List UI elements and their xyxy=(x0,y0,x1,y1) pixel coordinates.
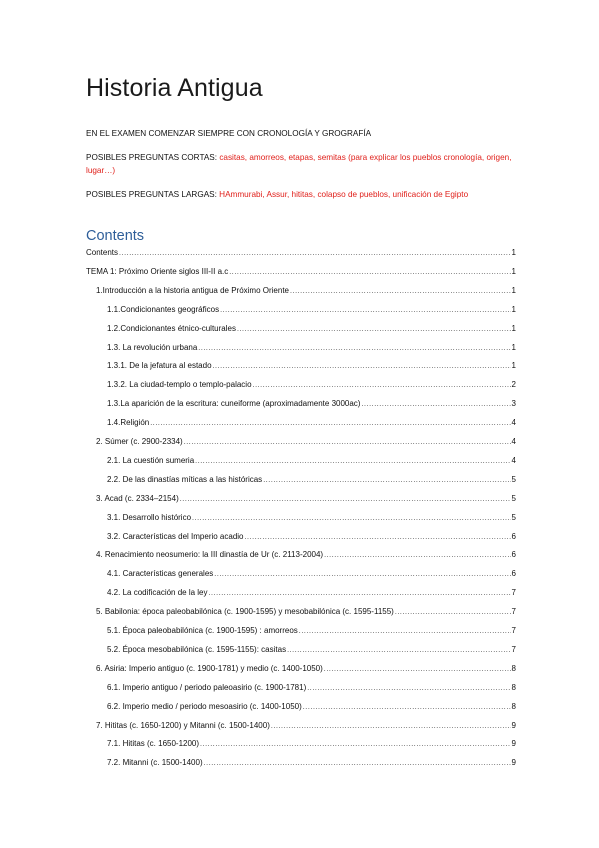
toc-entry-page: 5 xyxy=(511,474,516,484)
toc-entry[interactable] xyxy=(96,437,516,449)
exam-note xyxy=(86,128,516,141)
toc-entry-title: 2.1. La cuestión sumeria xyxy=(107,455,195,465)
toc-entry[interactable] xyxy=(107,702,516,714)
toc-entry-title: 6.2. Imperio medio / periodo mesoasirio (c. 1400-1050) xyxy=(107,701,302,711)
toc-entry-title: 7. Hititas (c. 1650-1200) y Mitanni (c. 1500-1400) xyxy=(96,720,270,730)
exam-note-text: EN EL EXAMEN COMENZAR SIEMPRE CON CRONOLOGÍA Y GROGRAFÍA xyxy=(86,129,372,138)
toc-entry-title: 3.2. Características del Imperio acadio xyxy=(107,531,244,541)
toc-dot-leader xyxy=(245,534,511,541)
toc-entry-title: 1.2.Condicionantes étnico-culturales xyxy=(107,323,236,333)
toc-entry-title: 2. Súmer (c. 2900-2334) xyxy=(96,437,183,446)
toc-entry-page: 5 xyxy=(511,493,516,503)
toc-entry[interactable] xyxy=(86,267,516,279)
toc-entry[interactable] xyxy=(96,607,516,619)
toc-entry-title: 1.3. La revolución urbana xyxy=(107,342,198,352)
long-questions-topics: HAmmurabi, Assur, hititas, colapso de pueblos, unificación de Egipto xyxy=(219,190,469,199)
page-title: Historia Antigua xyxy=(86,74,263,102)
toc-entry-page: 7 xyxy=(511,644,516,654)
toc-entry-page: 1 xyxy=(511,323,516,333)
toc-entry-page: 8 xyxy=(511,682,516,692)
toc-dot-leader xyxy=(150,420,510,427)
toc-entry-page: 1 xyxy=(511,304,516,314)
long-questions-label: POSIBLES PREGUNTAS LARGAS: xyxy=(86,190,217,199)
toc-entry-title: 7.2. Mitanni (c. 1500-1400) xyxy=(107,758,203,768)
toc-entry-page: 4 xyxy=(511,418,516,428)
toc-entry-title: 4.1. Características generales xyxy=(107,569,214,579)
long-questions xyxy=(86,189,516,202)
toc-entry-page: 4 xyxy=(511,437,516,446)
toc-dot-leader xyxy=(200,741,511,748)
toc-dot-leader xyxy=(204,760,511,767)
toc-dot-leader xyxy=(195,458,510,465)
toc-entry[interactable] xyxy=(96,721,516,733)
toc-entry-page: 6 xyxy=(511,531,516,541)
toc-dot-leader xyxy=(307,685,510,692)
toc-dot-leader xyxy=(229,269,510,276)
toc-entry-title: 4.2. La codificación de la ley xyxy=(107,588,208,598)
toc-dot-leader xyxy=(263,477,510,484)
short-questions-topics: casitas, amorreos, etapas, semitas (para explicar los pueblos cronología, origen, lugar…) xyxy=(86,153,512,175)
toc-dot-leader xyxy=(184,439,511,446)
toc-dot-leader xyxy=(214,571,510,578)
toc-entry[interactable] xyxy=(107,758,516,770)
toc-entry[interactable] xyxy=(107,475,516,487)
short-questions xyxy=(86,152,516,177)
toc-entry-page: 1 xyxy=(511,285,516,295)
toc-entry[interactable] xyxy=(107,399,516,411)
toc-dot-leader xyxy=(192,515,511,522)
toc-entry-title: 4. Renacimiento neosumerio: la III dinastía de Ur (c. 2113-2004) xyxy=(96,550,324,560)
toc-entry-title: Contents xyxy=(86,248,119,257)
toc-entry-title: 6. Asiria: Imperio antiguo (c. 1900-1781) y medio (c. 1400-1050) xyxy=(96,663,323,673)
toc-entry-title: 5. Babilonia: época paleobabilónica (c. 1900-1595) y mesobabilónica (c. 1595-1155) xyxy=(96,607,394,617)
toc-entry-page: 1 xyxy=(511,266,516,276)
toc-entry[interactable] xyxy=(107,569,516,581)
short-questions-label: POSIBLES PREGUNTAS CORTAS: xyxy=(86,153,218,162)
contents-heading: Contents xyxy=(86,228,145,244)
toc-entry[interactable] xyxy=(107,324,516,336)
toc-entry[interactable] xyxy=(96,664,516,676)
toc-dot-leader xyxy=(324,552,510,559)
toc-dot-leader xyxy=(180,496,511,503)
toc-entry-title: 7.1. Hititas (c. 1650-1200) xyxy=(107,739,200,749)
toc-entry-title: 1.3.1. De la jefatura al estado xyxy=(107,361,212,371)
toc-entry[interactable] xyxy=(107,588,516,600)
toc-entry-title: TEMA 1: Próximo Oriente siglos III-II a.c xyxy=(86,266,229,276)
toc-entry[interactable] xyxy=(86,248,516,260)
toc-entry-title: 3.1. Desarrollo histórico xyxy=(107,512,192,522)
toc-entry[interactable] xyxy=(96,286,516,298)
toc-dot-leader xyxy=(290,288,511,295)
toc-entry[interactable] xyxy=(107,305,516,317)
toc-entry[interactable] xyxy=(107,343,516,355)
toc-entry-title: 3. Acad (c. 2334–2154) xyxy=(96,493,179,503)
toc-entry-title: 1.Introducción a la historia antigua de Próximo Oriente xyxy=(96,285,289,295)
toc-entry-page: 5 xyxy=(511,512,516,522)
toc-dot-leader xyxy=(237,326,511,333)
toc-entry-page: 7 xyxy=(511,607,516,617)
toc-entry-page: 2 xyxy=(511,380,516,390)
toc-entry[interactable] xyxy=(107,418,516,430)
toc-entry-page: 6 xyxy=(511,569,516,579)
toc-entry[interactable] xyxy=(107,380,516,392)
toc-entry[interactable] xyxy=(96,494,516,506)
toc-entry-title: 5.2. Época mesobabilónica (c. 1595-1155): casitas xyxy=(107,644,287,654)
toc-entry-page: 7 xyxy=(511,626,516,635)
toc-entry-page: 9 xyxy=(511,739,516,749)
toc-entry[interactable] xyxy=(107,513,516,525)
toc-entry[interactable] xyxy=(107,683,516,695)
toc-entry-page: 4 xyxy=(511,455,516,465)
toc-dot-leader xyxy=(209,590,511,597)
toc-entry[interactable] xyxy=(107,456,516,468)
toc-entry[interactable] xyxy=(96,550,516,562)
toc-entry-title: 6.1. Imperio antiguo / periodo paleoasirio (c. 1900-1781) xyxy=(107,682,307,692)
toc-entry-page: 1 xyxy=(511,248,516,257)
toc-entry-page: 7 xyxy=(511,588,516,598)
toc-entry-title: 1.3.2. La ciudad-templo o templo-palacio xyxy=(107,380,252,390)
toc-dot-leader xyxy=(324,666,511,673)
toc-entry-page: 8 xyxy=(511,701,516,711)
toc-entry[interactable] xyxy=(107,532,516,544)
toc-dot-leader xyxy=(361,401,510,408)
toc-dot-leader xyxy=(303,704,511,711)
toc-dot-leader xyxy=(213,363,511,370)
toc-entry[interactable] xyxy=(107,645,516,657)
toc-entry-title: 1.4.Religión xyxy=(107,418,150,428)
toc-entry[interactable] xyxy=(107,739,516,751)
toc-dot-leader xyxy=(198,345,510,352)
toc-dot-leader xyxy=(119,250,511,257)
toc-entry-title: 1.1.Condicionantes geográficos xyxy=(107,304,220,314)
toc-entry[interactable] xyxy=(107,626,516,638)
toc-entry-page: 8 xyxy=(511,663,516,673)
toc-dot-leader xyxy=(287,647,510,654)
toc-entry-page: 9 xyxy=(511,758,516,768)
toc-entry-title: 2.2. De las dinastías míticas a las históricas xyxy=(107,474,263,484)
toc-dot-leader xyxy=(220,307,510,314)
toc-entry[interactable] xyxy=(107,361,516,373)
toc-entry-page: 6 xyxy=(511,550,516,560)
toc-dot-leader xyxy=(299,628,511,635)
toc-dot-leader xyxy=(271,723,511,730)
toc-entry-title: 5.1. Época paleobabilónica (c. 1900-1595) : amorreos xyxy=(107,626,298,635)
toc-dot-leader xyxy=(253,382,511,389)
toc-dot-leader xyxy=(395,609,511,616)
toc-entry-page: 1 xyxy=(511,361,516,371)
toc-entry-page: 3 xyxy=(511,399,516,409)
toc-entry-title: 1.3.La aparición de la escritura: cuneiforme (aproximadamente 3000ac) xyxy=(107,399,361,409)
toc-entry-page: 9 xyxy=(511,720,516,730)
toc-entry-page: 1 xyxy=(511,342,516,352)
